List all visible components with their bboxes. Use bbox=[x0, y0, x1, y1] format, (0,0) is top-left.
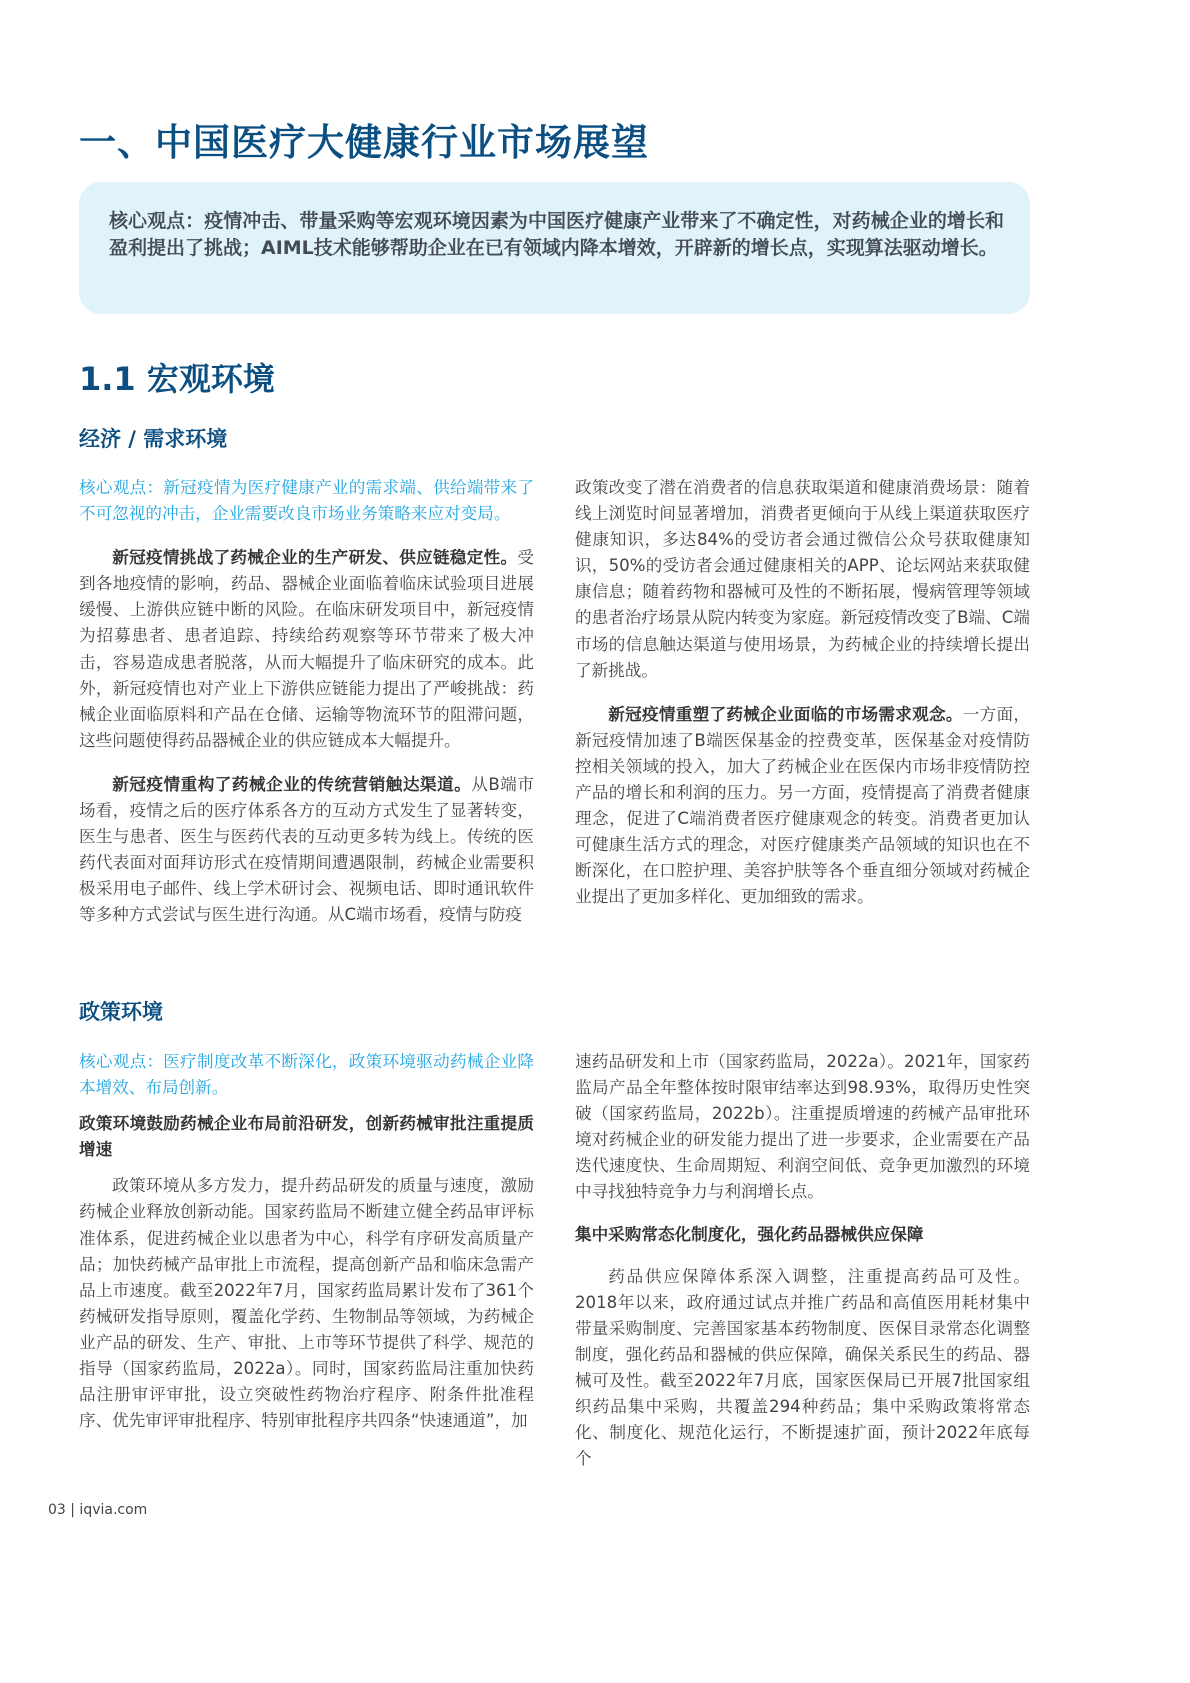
policy-left-column bbox=[79, 1049, 534, 1434]
paragraph-body: 从B端市场看，疫情之后的医疗体系各方的互动方式发生了显著转变，医生与患者、医生与医药代表的互动更多转为线上。传统的医药代表面对面拜访形式在疫情期间遭遇限制，药械企业需要积极采用电子邮件、线上学术研讨会、视频电话、即时通讯软件等多种方式尝试与医生进行沟通。从C端市场看，疫情与防疫 bbox=[79, 774, 534, 925]
economy-paragraph-1 bbox=[79, 545, 534, 754]
economy-paragraph-2 bbox=[79, 772, 534, 929]
paragraph-body: 一方面，新冠疫情加速了B端医保基金的控费变革，医保基金对疫情防控相关领域的投入，加大了药械企业在医保内市场非疫情防控产品的增长和利润的压力。另一方面，疫情提高了消费者健康理念，促进了C端消费者医疗健康观念的转变。消费者更加认可健康生活方式的理念，对医疗健康类产品领域的知识也在不断深化，在口腔护理、美容护肤等各个垂直细分领域对药械企业提出了更加多样化、更加细致的需求。 bbox=[575, 704, 1031, 907]
economy-right-column bbox=[575, 475, 1030, 911]
paragraph-lead: 新冠疫情重构了药械企业的传统营销触达渠道。 bbox=[112, 774, 472, 794]
policy-subheading-2: 集中采购常态化制度化，强化药品器械供应保障 bbox=[575, 1224, 924, 1244]
policy-heading: 政策环境 bbox=[79, 1000, 163, 1024]
economy-key-point: 核心观点：新冠疫情为医疗健康产业的需求端、供给端带来了不可忽视的冲击，企业需要改良市场业务策略来应对变局。 bbox=[79, 478, 534, 524]
paragraph-body: 受到各地疫情的影响，药品、器械企业面临着临床试验项目进展缓慢、上游供应链中断的风险。在临床研发项目中，新冠疫情为招募患者、患者追踪、持续给药观察等环节带来了极大冲击，容易造成患者脱落，从而大幅提升了临床研究的成本。此外，新冠疫情也对产业上下游供应链能力提出了严峻挑战：药械企业面临原料和产品在仓储、运输等物流环节的阻滞问题，这些问题使得药品器械企业的供应链成本大幅提升。 bbox=[79, 548, 534, 750]
core-viewpoint-box bbox=[79, 182, 1030, 314]
paragraph-lead: 新冠疫情重塑了药械企业面临的市场需求观念。 bbox=[608, 704, 963, 724]
page-title: 一、中国医疗大健康行业市场展望 bbox=[79, 121, 649, 164]
economy-paragraph-2-continued: 政策改变了潜在消费者的信息获取渠道和健康消费场景：随着线上浏览时间显著增加，消费者更倾向于从线上渠道获取医疗健康知识，多达84%的受访者会通过微信公众号获取健康知识，50%的受访者会通过健康相关的APP、论坛网站来获取健康信息；随着药物和器械可及性的不断拓展，慢病管理等领域的患者治疗场景从院内转变为家庭。新冠疫情改变了B端、C端市场的信息触达渠道与使用场景，为药械企业的持续增长提出了新挑战。 bbox=[575, 478, 1030, 680]
section-title: 1.1 宏观环境 bbox=[79, 360, 275, 398]
economy-heading: 经济 / 需求环境 bbox=[79, 427, 228, 451]
policy-key-point: 核心观点：医疗制度改革不断深化，政策环境驱动药械企业降本增效、布局创新。 bbox=[79, 1052, 534, 1098]
policy-subheading-1: 政策环境鼓励药械企业布局前沿研发，创新药械审批注重提质增速 bbox=[79, 1114, 534, 1160]
page-footer: 03 | iqvia.com bbox=[48, 1502, 148, 1518]
policy-paragraph-2: 药品供应保障体系深入调整，注重提高药品可及性。2018年以来，政府通过试点并推广药品和高值医用耗材集中带量采购制度、完善国家基本药物制度、医保目录常态化调整制度，强化药品和器械的供应保障，确保关系民生的药品、器械可及性。截至2022年7月底，国家医保局已开展7批国家组织药品集中采购，共覆盖294种药品；集中采购政策将常态化、制度化、规范化运行，不断提速扩面，预计2022年底每个 bbox=[575, 1266, 1030, 1469]
economy-paragraph-3 bbox=[575, 702, 1030, 911]
policy-paragraph-1-continued: 速药品研发和上市（国家药监局，2022a）。2021年，国家药监局产品全年整体按时限审结率达到98.93%，取得历史性突破（国家药监局，2022b）。注重提质增速的药械产品审批环境对药械企业的研发能力提出了进一步要求，企业需要在产品迭代速度快、生命周期短、利润空间低、竞争更加激烈的环境中寻找独特竞争力与利润增长点。 bbox=[575, 1052, 1030, 1202]
policy-right-column bbox=[575, 1049, 1030, 1472]
economy-left-column bbox=[79, 475, 534, 929]
paragraph-lead: 新冠疫情挑战了药械企业的生产研发、供应链稳定性。 bbox=[112, 548, 518, 568]
policy-paragraph-1: 政策环境从多方发力，提升药品研发的质量与速度，激励药械企业释放创新动能。国家药监局不断建立健全药品审评标准体系，促进药械企业以患者为中心，科学有序研发高质量产品；加快药械产品审批上市流程，提高创新产品和临床急需产品上市速度。截至2022年7月，国家药监局累计发布了361个药械研发指导原则，覆盖化学药、生物制品等领域，为药械企业产品的研发、生产、审批、上市等环节提供了科学、规范的指导（国家药监局，2022a）。同时，国家药监局注重加快药品注册审评审批，设立突破性药物治疗程序、附条件批准程序、优先审评审批程序、特别审批程序共四条“快速通道”，加 bbox=[79, 1176, 534, 1431]
core-viewpoint-text: 核心观点：疫情冲击、带量采购等宏观环境因素为中国医疗健康产业带来了不确定性，对药械企业的增长和盈利提出了挑战；AIML技术能够帮助企业在已有领域内降本增效，开辟新的增长点，实现算法驱动增长。 bbox=[109, 210, 1004, 259]
